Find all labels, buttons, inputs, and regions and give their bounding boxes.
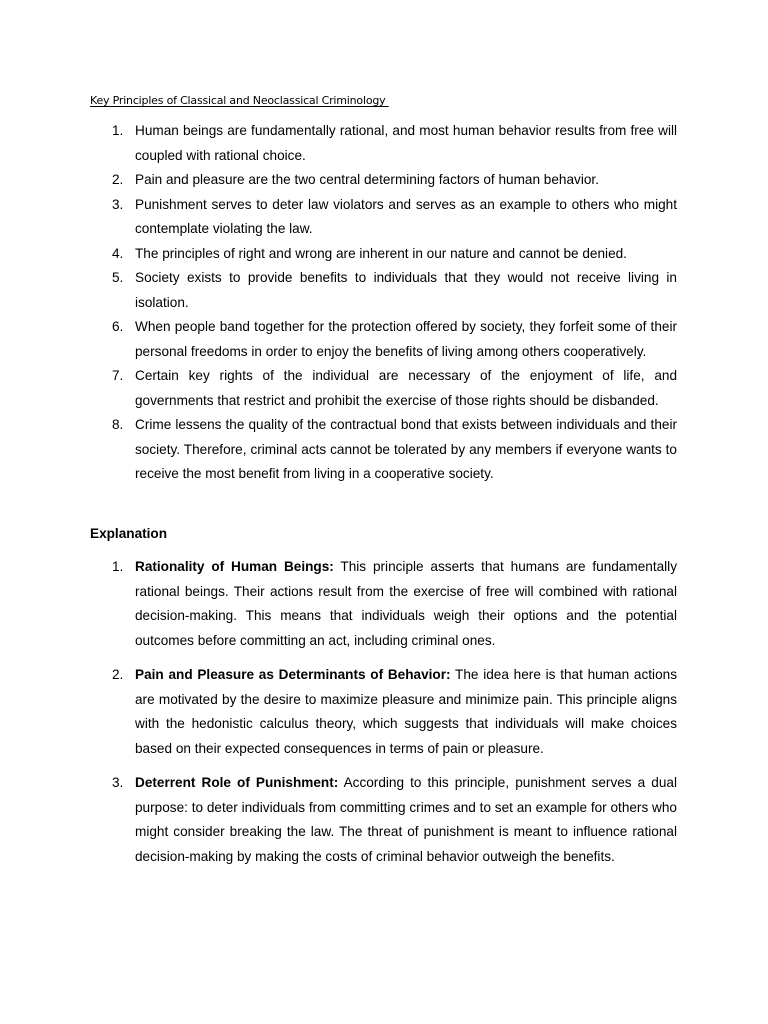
list-item-text: Certain key rights of the individual are necessary of the enjoyment of life, and governments that restrict and prohibit the exercise of those rights should be disbanded.: [135, 368, 677, 408]
principles-list: [90, 119, 677, 487]
explanation-item: [90, 771, 677, 869]
list-number: 6.: [112, 319, 124, 334]
list-item: [90, 413, 677, 487]
list-item: [90, 168, 677, 193]
list-item-text: Punishment serves to deter law violators and serves as an example to others who might contemplate violating the law.: [135, 196, 677, 236]
list-number: 7.: [112, 368, 124, 383]
list-item: [90, 119, 677, 168]
explanation-text: The idea here is that human actions are motivated by the desire to maximize pleasure and minimize pain. This principle aligns with the hedonistic calculus theory, which suggests that individuals will make choices based on their expected consequences in terms of pain or pleasure.: [135, 667, 677, 756]
list-item-text: Crime lessens the quality of the contractual bond that exists between individuals and their society. Therefore, criminal acts cannot be tolerated by any members if everyone wants to receive the most benefit from living in a cooperative society.: [135, 417, 677, 481]
explanation-term: Deterrent Role of Punishment:: [135, 775, 339, 790]
list-number: 3.: [112, 196, 124, 212]
explanation-heading: Explanation: [90, 526, 168, 541]
document-title: Key Principles of Classical and Neoclassical Criminology: [90, 94, 389, 107]
list-number: 4.: [112, 245, 124, 261]
list-item-text: When people band together for the protection offered by society, they forfeit some of their personal freedoms in order to enjoy the benefits of living among others cooperatively.: [135, 319, 677, 359]
explanation-term: Pain and Pleasure as Determinants of Behavior:: [135, 667, 451, 682]
list-item: [90, 266, 677, 315]
explanation-text: According to this principle, punishment serves a dual purpose: to deter individuals from committing crimes and to set an example for others who might consider breaking the law. The threat of punishment is meant to influence rational decision-making by making the costs of criminal behavior outweigh the benefits.: [135, 775, 677, 864]
explanation-item: [90, 663, 677, 761]
list-item: [90, 193, 677, 242]
list-number: 8.: [112, 417, 124, 432]
list-item: [90, 364, 677, 413]
list-number: 5.: [112, 270, 124, 285]
explanation-item: [90, 555, 677, 653]
list-number: 1.: [112, 559, 124, 574]
list-item-text: Human beings are fundamentally rational, and most human behavior results from free will coupled with rational choice.: [135, 123, 677, 163]
list-number: 2.: [112, 667, 124, 682]
list-item-text: The principles of right and wrong are inherent in our nature and cannot be denied.: [135, 245, 627, 261]
list-item: [90, 315, 677, 364]
list-number: 2.: [112, 172, 124, 187]
list-item: [90, 242, 677, 267]
list-number: 1.: [112, 123, 124, 138]
list-item-text: Pain and pleasure are the two central determining factors of human behavior.: [135, 172, 599, 187]
explanation-term: Rationality of Human Beings:: [135, 559, 334, 574]
explanation-text: This principle asserts that humans are fundamentally rational beings. Their actions result from the exercise of free will combined with rational decision-making. This means that individuals weigh their options and the potential outcomes before committing an act, including criminal ones.: [135, 559, 677, 648]
explanations-list: [90, 555, 677, 879]
list-number: 3.: [112, 775, 124, 790]
list-item-text: Society exists to provide benefits to individuals that they would not receive living in isolation.: [135, 270, 677, 310]
